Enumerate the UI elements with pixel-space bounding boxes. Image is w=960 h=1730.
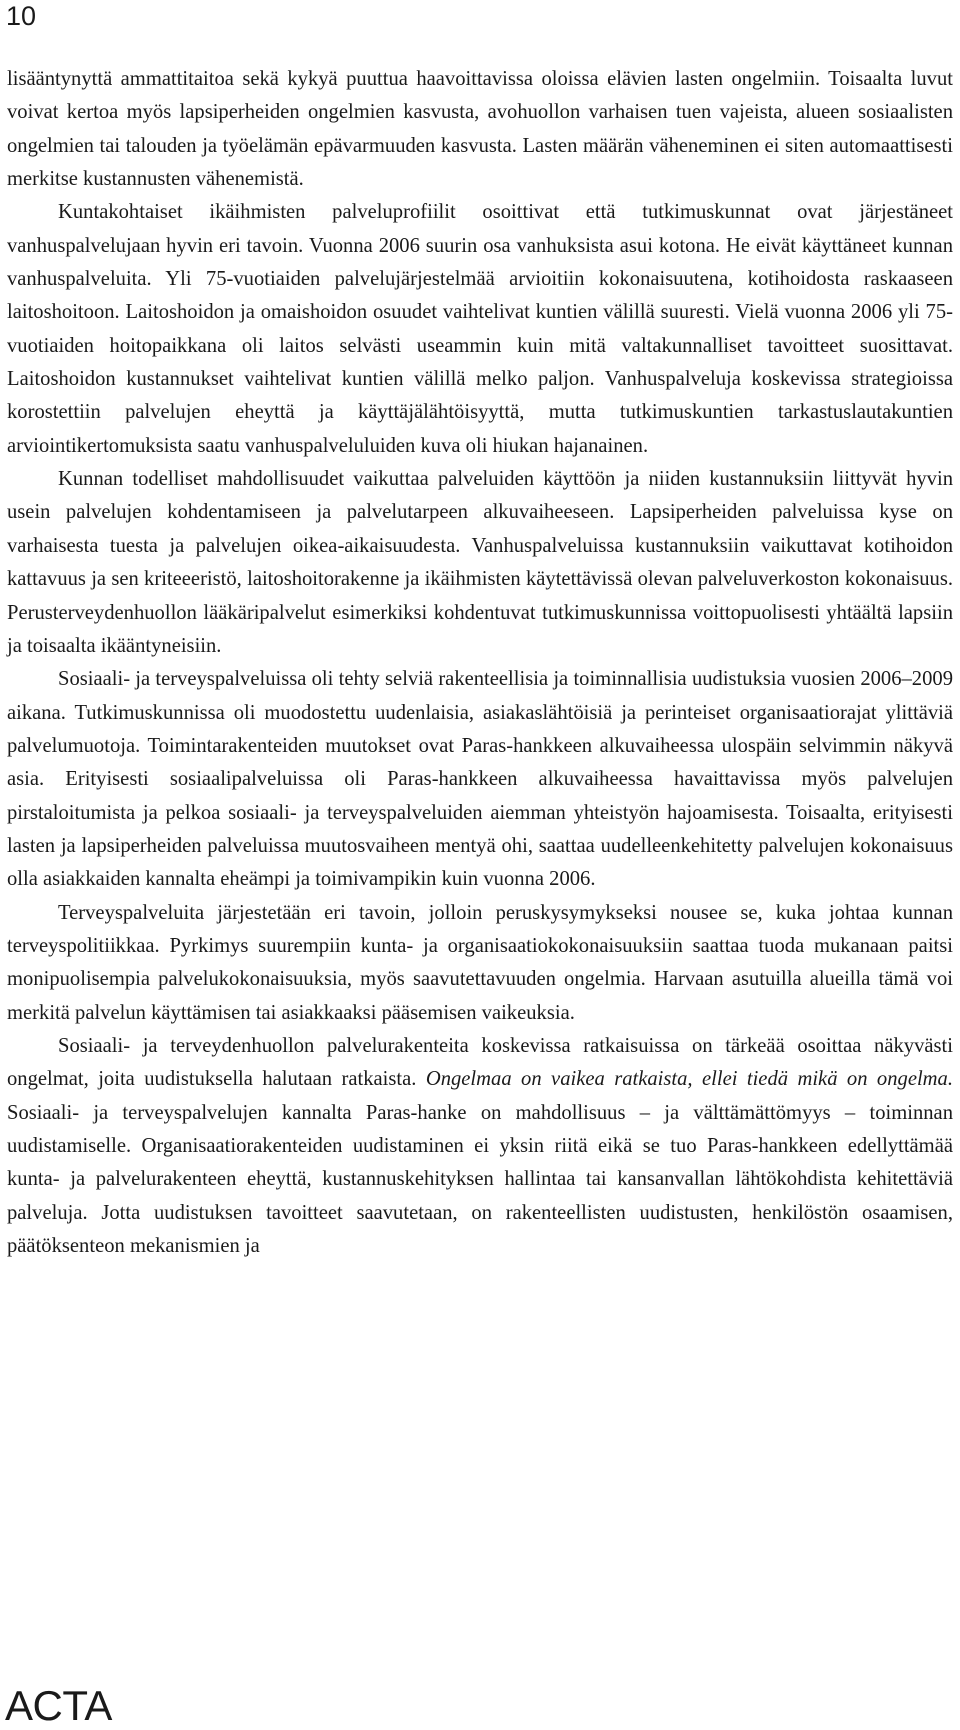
text-span: Kunnan todelliset mahdollisuudet vaikuttaa palveluiden käyttöön ja niiden kustannuksiin liittyvät hyvin usein palvelujen kohdentamiseen ja palvelutarpeen alkuvaiheeseen. Lapsiperheiden palveluissa kyse on varhaisesta tuesta ja palvelujen oikea-aikaisuudesta. Vanhuspalveluissa kustannuksiin vaikuttavat kotihoidon kattavuus ja sen kriteeeristö, laitoshoitorakenne ja ikäihmisten käytettävissä olevan palveluverkoston kokonaisuus. Perusterveydenhuollon lääkäripalvelut esimerkiksi kohdentuvat tutkimuskunnissa voittopuolisesti yhtäältä lapsiin ja toisaalta ikääntyneisiin. bbox=[7, 468, 953, 657]
paragraph bbox=[7, 63, 953, 196]
footer-series-name: ACTA bbox=[5, 1682, 112, 1729]
text-span: lisääntynyttä ammattitaitoa sekä kykyä puuttua haavoittavissa oloissa elävien lasten ongelmiin. Toisaalta luvut voivat kertoa myös lapsiperheiden ongelmien kasvusta, avohuollon varhaisen tuen vajeista, alueen sosiaalisten ongelmien tai talouden ja työelämän epävarmuuden kasvusta. Lasten määrän väheneminen ei siten automaattisesti merkitse kustannusten vähenemistä. bbox=[7, 68, 953, 191]
paragraph bbox=[7, 897, 953, 1030]
paragraph bbox=[7, 463, 953, 663]
paragraph bbox=[7, 1030, 953, 1263]
text-span: Sosiaali- ja terveydenhuollon palvelurakenteita koskevissa ratkaisuissa on tärkeää osoittaa näkyvästi ongelmat, joita uudistuksella halutaan ratkaista. bbox=[7, 1034, 953, 1091]
paragraph bbox=[7, 663, 953, 896]
italic-text-span: Ongelmaa on vaikea ratkaista, ellei tiedä mikä on ongelma. bbox=[425, 1068, 953, 1091]
text-span: Kuntakohtaiset ikäihmisten palveluprofiilit osoittivat että tutkimuskunnat ovat järjestäneet vanhuspalvelujaan hyvin eri tavoin. Vuonna 2006 suurin osa vanhuksista asui kotona. He eivät käyttäneet kunnan vanhuspalveluita. Yli 75-vuotiaiden palvelujärjestelmää arvioitiin kokonaisuutena, kotihoidosta raskaaseen laitoshoitoon. Laitoshoidon ja omaishoidon osuudet vaihtelivat kuntien välillä suuresti. Vielä vuonna 2006 yli 75-vuotiaiden hoitopaikkana oli laitos selvästi useammin kuin mitä valtakunnalliset tavoitteet suosittavat. Laitoshoidon kustannukset vaihtelivat kuntien välillä melko paljon. Vanhuspalveluja koskevissa strategioissa korostettiin palvelujen eheyttä ja käyttäjälähtöisyyttä, mutta tutkimuskuntien tarkastuslautakuntien arviointikertomuksista saatu vanhuspalveluluiden kuva oli hiukan hajanainen. bbox=[7, 201, 953, 457]
body-text bbox=[7, 63, 953, 1263]
text-span: Sosiaali- ja terveyspalveluissa oli tehty selviä rakenteellisia ja toiminnallisia uudistuksia vuosien 2006–2009 aikana. Tutkimuskunnissa oli muodostettu uudenlaisia, asiakaslähtöisiä ja perinteiset organisaatiorajat ylittäviä palvelumuotoja. Toimintarakenteiden muutokset ovat Paras-hankkeen alkuvaiheessa ulospäin selvimmin näkyvä asia. Erityisesti sosiaalipalveluissa oli Paras-hankkeen alkuvaiheessa havaittavissa myös palvelujen pirstaloitumista ja pelkoa sosiaali- ja terveyspalveluiden aiemman yhteistyön hajoamisesta. Toisaalta, erityisesti lasten ja lapsiperheiden palveluissa muutosvaiheen mentyä ohi, saattaa uudelleenkehitetty palvelujen kokonaisuus olla asiakkaiden kannalta eheämpi ja toimivampikin kuin vuonna 2006. bbox=[7, 668, 953, 891]
text-span: Terveyspalveluita järjestetään eri tavoin, jolloin peruskysymykseksi nousee se, kuka johtaa kunnan terveyspolitiikkaa. Pyrkimys suurempiin kunta- ja organisaatiokokonaisuuksiin saattaa tuoda mukanaan paitsi monipuolisempia palvelukokonaisuuksia, myös saavutettavuuden ongelmia. Harvaan asutuilla alueilla tämä voi merkitä palvelun käyttämisen tai asiakkaaksi pääsemisen vaikeuksia. bbox=[7, 901, 953, 1024]
paragraph bbox=[7, 196, 953, 463]
text-span: Sosiaali- ja terveyspalvelujen kannalta Paras-hanke on mahdollisuus – ja välttämättömyys – toiminnan uudistamiselle. Organisaatiorakenteiden uudistaminen ei yksin riitä eikä se tuo Paras-hankkeen edellyttämää kunta- ja palvelurakenteen eheyttä, kustannuskehityksen hallintaa tai kansanvallan lähtökohdista kehitettäviä palveluja. Jotta uudistuksen tavoitteet saavutetaan, on rakenteellisten uudistusten, henkilöstön osaamisen, päätöksenteon mekanismien ja bbox=[7, 1101, 953, 1258]
page-number: 10 bbox=[6, 1, 37, 31]
